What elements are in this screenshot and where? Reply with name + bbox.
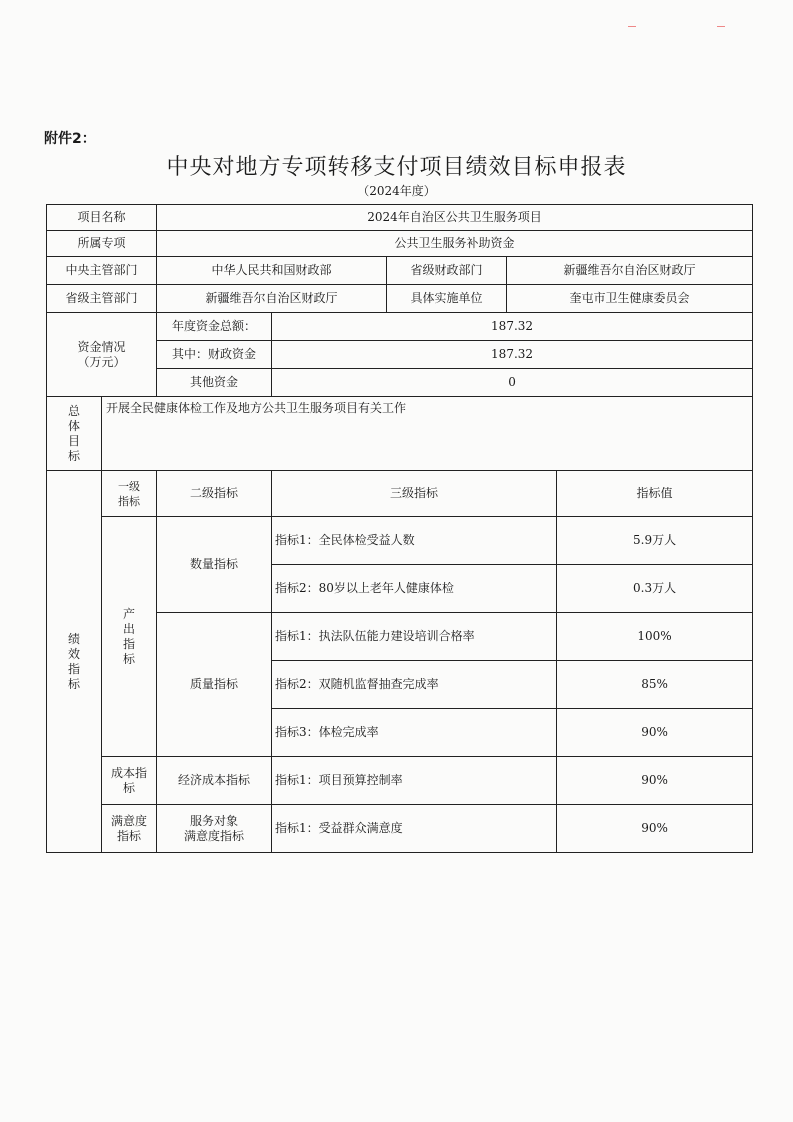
quality-indicator-label: 质量指标 bbox=[157, 613, 272, 757]
indicator-row bbox=[47, 517, 753, 565]
indicator-value: 100% bbox=[557, 613, 753, 661]
prov-dept-row bbox=[47, 285, 753, 313]
fund-fiscal-label: 其中：财政资金 bbox=[157, 341, 272, 369]
econ-cost-indicator-label: 经济成本指标 bbox=[157, 757, 272, 805]
level3-header: 三级指标 bbox=[272, 471, 557, 517]
prov-dept-value: 新疆维吾尔自治区财政厅 bbox=[157, 285, 387, 313]
project-name-label: 项目名称 bbox=[47, 205, 157, 231]
level1-header: 一级 指标 bbox=[102, 471, 157, 517]
indicator-value: 90% bbox=[557, 805, 753, 853]
page-title: 中央对地方专项转移支付项目绩效目标申报表 bbox=[166, 155, 627, 180]
special-fund-value: 公共卫生服务补助资金 bbox=[157, 231, 753, 257]
funds-label-line1: 资金情况 bbox=[77, 339, 126, 354]
indicator-name: 指标1：项目预算控制率 bbox=[272, 757, 557, 805]
year-subtitle: （2024年度） bbox=[357, 184, 436, 198]
indicator-value: 90% bbox=[557, 709, 753, 757]
indicator-row bbox=[47, 805, 753, 853]
scan-mark bbox=[628, 26, 636, 27]
fund-total-row bbox=[47, 313, 753, 341]
satisfaction-indicator-label: 满意度 指标 bbox=[102, 805, 157, 853]
prov-finance-label: 省级财政部门 bbox=[387, 257, 507, 285]
overall-goal-row bbox=[47, 397, 753, 471]
indicator-name: 指标2：双随机监督抽查完成率 bbox=[272, 661, 557, 709]
indicator-name: 指标1：执法队伍能力建设培训合格率 bbox=[272, 613, 557, 661]
output-indicator-label: 产 出 指 标 bbox=[102, 517, 157, 757]
annex-label: 附件2： bbox=[44, 131, 96, 147]
prov-finance-value: 新疆维吾尔自治区财政厅 bbox=[507, 257, 753, 285]
indicator-header-row bbox=[47, 471, 753, 517]
central-dept-label: 中央主管部门 bbox=[47, 257, 157, 285]
indicator-name: 指标1：全民体检受益人数 bbox=[272, 517, 557, 565]
overall-goal-label: 总 体 目 标 bbox=[47, 397, 102, 471]
performance-form-table bbox=[46, 204, 753, 853]
cost-indicator-label: 成本指 标 bbox=[102, 757, 157, 805]
indicator-name: 指标3：体检完成率 bbox=[272, 709, 557, 757]
overall-goal-text: 开展全民健康体检工作及地方公共卫生服务项目有关工作 bbox=[102, 397, 753, 471]
indicator-value: 5.9万人 bbox=[557, 517, 753, 565]
scan-mark bbox=[717, 26, 725, 27]
service-satisfaction-label: 服务对象 满意度指标 bbox=[157, 805, 272, 853]
fund-total-value: 187.32 bbox=[272, 313, 753, 341]
quantity-indicator-label: 数量指标 bbox=[157, 517, 272, 613]
project-name-value: 2024年自治区公共卫生服务项目 bbox=[157, 205, 753, 231]
impl-unit-value: 奎屯市卫生健康委员会 bbox=[507, 285, 753, 313]
special-fund-label: 所属专项 bbox=[47, 231, 157, 257]
fund-fiscal-value: 187.32 bbox=[272, 341, 753, 369]
fund-total-label: 年度资金总额： bbox=[157, 313, 272, 341]
fund-other-value: 0 bbox=[272, 369, 753, 397]
central-dept-value: 中华人民共和国财政部 bbox=[157, 257, 387, 285]
value-header: 指标值 bbox=[557, 471, 753, 517]
central-dept-row bbox=[47, 257, 753, 285]
project-name-row bbox=[47, 205, 753, 231]
funds-label-line2: （万元） bbox=[77, 354, 126, 369]
level2-header: 二级指标 bbox=[157, 471, 272, 517]
performance-indicators-label: 绩 效 指 标 bbox=[47, 471, 102, 853]
fund-other-label: 其他资金 bbox=[157, 369, 272, 397]
indicator-name: 指标2：80岁以上老年人健康体检 bbox=[272, 565, 557, 613]
impl-unit-label: 具体实施单位 bbox=[387, 285, 507, 313]
indicator-name: 指标1：受益群众满意度 bbox=[272, 805, 557, 853]
special-fund-row bbox=[47, 231, 753, 257]
indicator-value: 0.3万人 bbox=[557, 565, 753, 613]
indicator-value: 90% bbox=[557, 757, 753, 805]
prov-dept-label: 省级主管部门 bbox=[47, 285, 157, 313]
funds-label bbox=[47, 313, 157, 397]
indicator-value: 85% bbox=[557, 661, 753, 709]
indicator-row bbox=[47, 757, 753, 805]
